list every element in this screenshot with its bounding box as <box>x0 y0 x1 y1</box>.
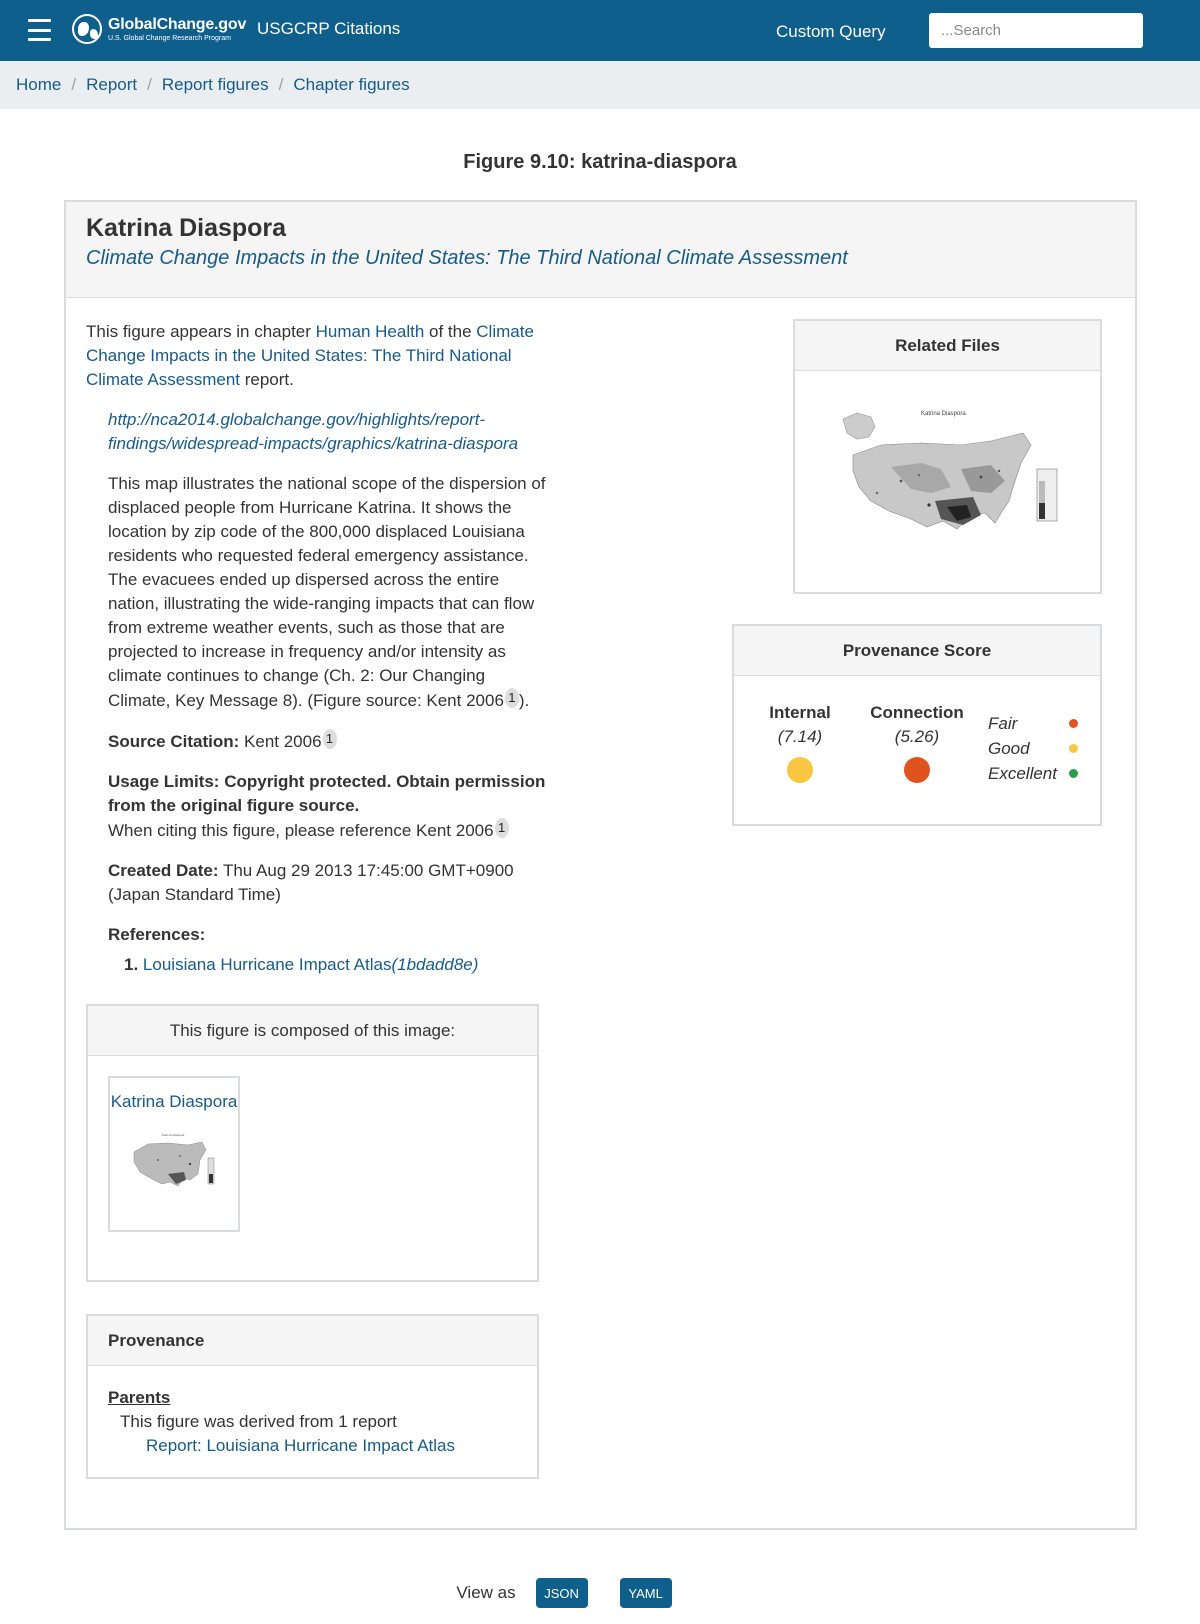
figure-details <box>86 320 546 977</box>
legend-item-good <box>988 736 1078 761</box>
legend-label: Fair <box>988 713 1018 733</box>
breadcrumb-report-figures[interactable]: Report figures <box>161 75 269 94</box>
internal-score <box>745 701 855 788</box>
provenance-heading: Provenance <box>88 1316 537 1366</box>
internal-score-label: Internal <box>769 703 831 722</box>
created-date-label: Created Date: <box>108 861 219 880</box>
site-logo[interactable] <box>72 14 246 44</box>
citing-text: When citing this figure, please reference Kent 2006 <box>108 821 494 840</box>
menu-icon[interactable] <box>28 19 51 41</box>
connection-score-label: Connection <box>870 703 964 722</box>
legend-label: Excellent <box>988 763 1057 783</box>
custom-query-link[interactable]: Custom Query <box>776 22 886 41</box>
parents-label: Parents <box>108 1388 171 1407</box>
related-files-heading: Related Files <box>795 321 1100 371</box>
thumbnail-map-title: Katrina Diaspora <box>162 1133 185 1137</box>
references-list <box>108 953 546 977</box>
description-text: This map illustrates the national scope of the dispersion of displaced people from Hurricane Katrina. It shows the location by zip code of the 800,000 displaced Louisiana residents who requested federal emergency assistance. The evacuees ended up dispersed across the entire nation, illustrating the wide-ranging impacts that can flow from extreme weather events, such as those that are projected to increase in frequency and/or intensity as climate continues to change (Ch. 2: Our Changing Climate, Key Message 8). (Figure source: Kent 2006 <box>108 474 546 710</box>
top-navbar <box>0 0 1200 61</box>
reference-number: 1. <box>124 955 139 974</box>
parent-report-link[interactable]: Report: Louisiana Hurricane Impact Atlas <box>146 1436 455 1455</box>
provenance-score-box <box>732 624 1102 826</box>
usage-limits <box>108 770 546 843</box>
image-title: Katrina Diaspora <box>110 1092 238 1111</box>
logo-sub-text: U.S. Global Change Research Program <box>108 34 231 42</box>
breadcrumb <box>0 61 1200 109</box>
logo-main-text: GlobalChange.gov <box>108 15 247 33</box>
connection-score-value: (5.26) <box>894 727 940 746</box>
derived-text: This figure was derived from 1 report <box>120 1412 397 1431</box>
chapter-prefix: This figure appears in chapter <box>86 322 316 341</box>
report-title-link[interactable]: Climate Change Impacts in the United States: The Third National Climate Assessment <box>86 247 848 269</box>
chapter-link[interactable]: Human Health <box>315 322 425 341</box>
footnote-badge[interactable]: 1 <box>505 688 519 708</box>
figure-name: Katrina Diaspora <box>86 214 287 242</box>
figure-panel-header <box>66 202 1135 298</box>
view-as-label: View as <box>456 1583 516 1602</box>
references-section <box>108 923 546 977</box>
connection-score <box>862 701 972 788</box>
globe-icon <box>72 14 102 44</box>
image-thumbnail-card[interactable] <box>108 1076 240 1232</box>
reference-title: Louisiana Hurricane Impact Atlas <box>142 955 392 974</box>
legend-label: Good <box>988 738 1030 758</box>
created-date <box>108 859 546 907</box>
internal-score-value: (7.14) <box>777 727 823 746</box>
score-legend <box>988 711 1078 786</box>
composed-image-heading: This figure is composed of this image: <box>88 1006 537 1056</box>
reference-id: (1bdadd8e) <box>391 955 479 974</box>
chapter-mid: of the <box>424 322 477 341</box>
breadcrumb-home[interactable]: Home <box>16 75 62 94</box>
breadcrumb-chapter-figures[interactable]: Chapter figures <box>293 75 410 94</box>
breadcrumb-report[interactable]: Report <box>86 75 138 94</box>
provenance-body <box>88 1366 537 1478</box>
map-thumbnail <box>128 1130 220 1194</box>
chapter-suffix: report. <box>240 370 294 389</box>
breadcrumb-separator: / <box>278 75 284 94</box>
related-file-map-image[interactable] <box>831 397 1067 567</box>
list-item <box>124 953 546 977</box>
legend-item-excellent <box>988 761 1078 786</box>
related-files-box <box>793 319 1102 594</box>
map-image-title: Katrina Diaspora <box>921 411 966 417</box>
source-citation <box>108 729 546 754</box>
provenance-score-heading: Provenance Score <box>734 626 1100 676</box>
figure-panel <box>64 200 1137 1530</box>
legend-dot <box>1069 769 1078 778</box>
site-title-link[interactable]: USGCRP Citations <box>257 19 401 38</box>
view-as-footer <box>0 1578 1200 1608</box>
connection-score-indicator <box>904 757 930 783</box>
breadcrumb-separator: / <box>71 75 77 94</box>
description-close: ). <box>518 691 530 710</box>
created-date-value: Thu Aug 29 2013 17:45:00 GMT+0900 (Japan Standard Time) <box>108 861 514 904</box>
reference-link[interactable] <box>143 955 479 974</box>
internal-score-indicator <box>787 757 813 783</box>
legend-dot <box>1069 744 1078 753</box>
breadcrumb-separator: / <box>147 75 152 94</box>
yaml-button[interactable]: YAML <box>620 1578 672 1608</box>
page-title: Figure 9.10: katrina-diaspora <box>463 151 737 173</box>
chapter-statement <box>86 320 546 392</box>
search-input[interactable] <box>929 13 1143 48</box>
footnote-badge[interactable]: 1 <box>323 729 337 749</box>
json-button[interactable]: JSON <box>536 1578 588 1608</box>
figure-url-link[interactable]: http://nca2014.globalchange.gov/highlights/report-findings/widespread-impacts/graphics/katrina-diaspora <box>108 410 519 453</box>
legend-dot <box>1069 719 1078 728</box>
report-link[interactable]: Climate Change Impacts in the United States: The Third National Climate Assessment <box>86 322 534 389</box>
composed-image-box <box>86 1004 539 1282</box>
figure-description <box>108 472 546 713</box>
legend-item-fair <box>988 711 1078 736</box>
usage-limits-label: Usage Limits: Copyright protected. Obtain permission from the original figure source. <box>108 772 546 815</box>
footnote-badge[interactable]: 1 <box>495 818 509 838</box>
provenance-box <box>86 1314 539 1479</box>
source-citation-value: Kent 2006 <box>239 732 322 751</box>
source-citation-label: Source Citation: <box>108 732 240 751</box>
references-label: References: <box>108 925 206 944</box>
